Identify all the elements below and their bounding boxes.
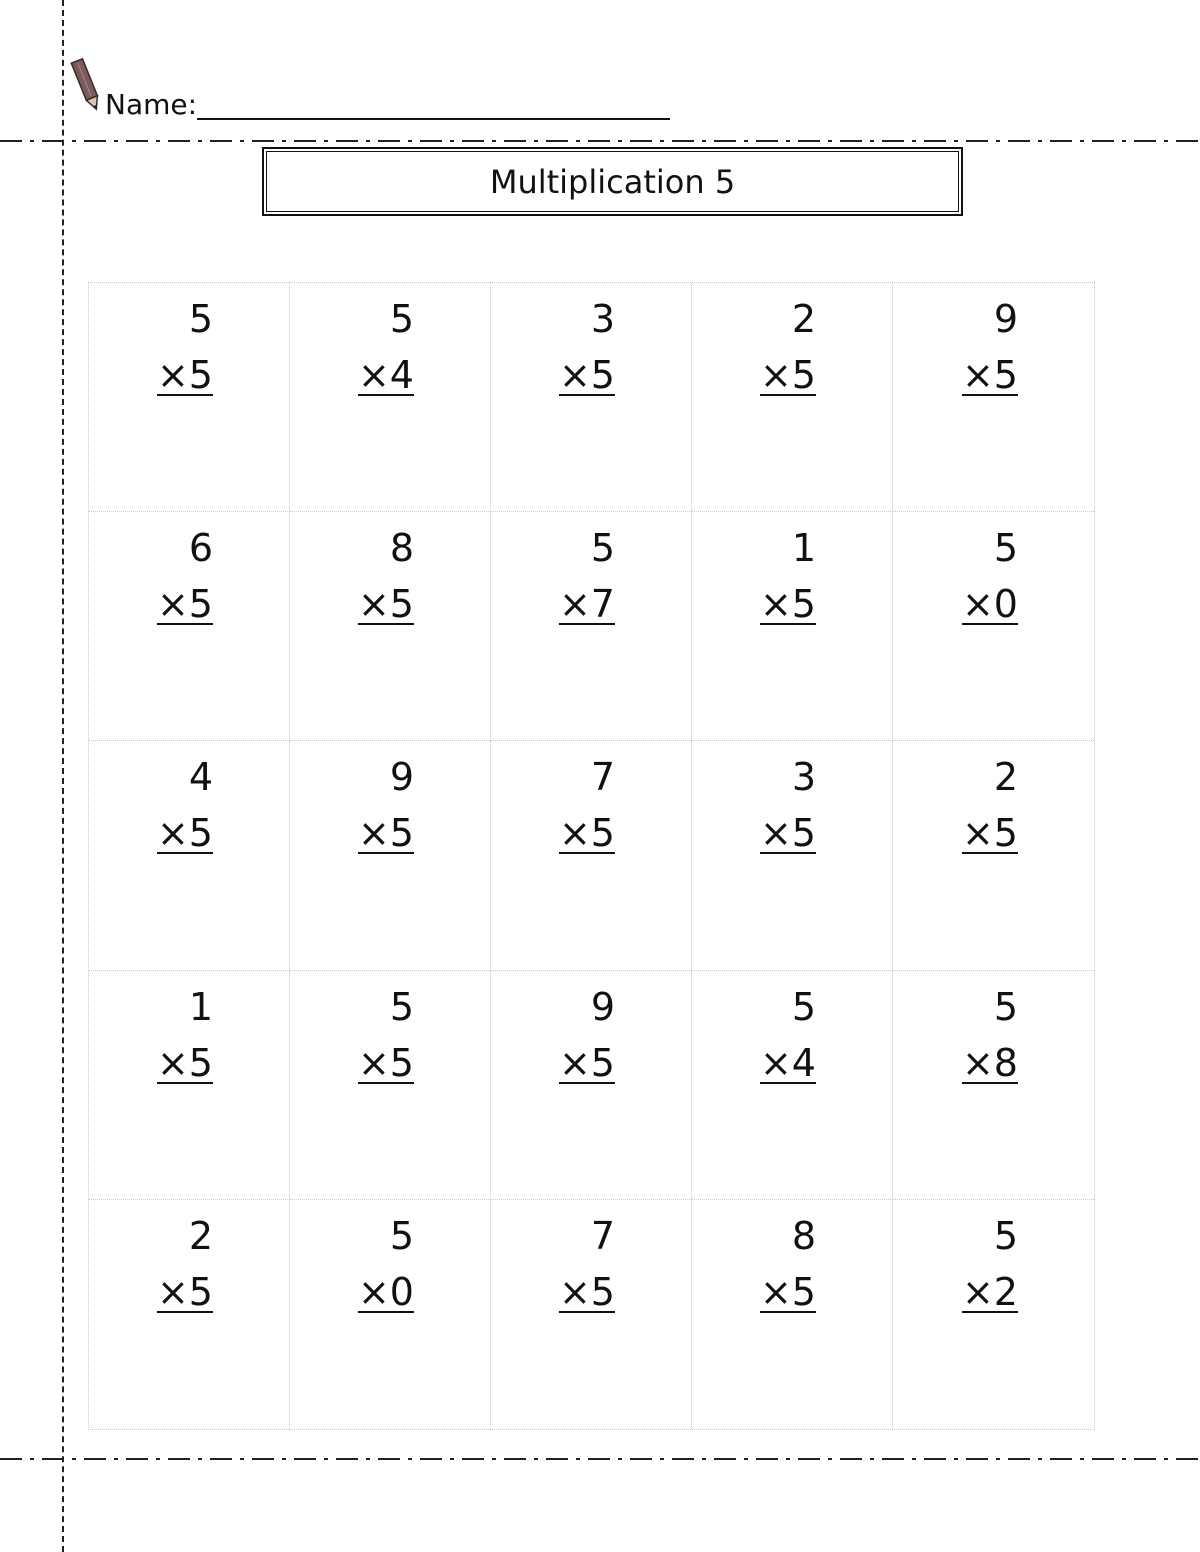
bottom-factor: ×2 [961,1269,1018,1314]
pencil-icon [70,55,104,117]
problem-cell[interactable] [89,1200,290,1429]
top-number: 8 [389,526,414,571]
problem-cell[interactable] [491,741,692,970]
problem-cell[interactable] [692,283,893,512]
bottom-factor: ×5 [961,353,1018,397]
bottom-factor: ×0 [357,1269,414,1314]
top-number: 5 [389,984,414,1029]
problem-cell[interactable] [491,283,692,512]
bottom-factor: ×5 [156,811,213,856]
problem-cell[interactable] [893,741,1094,970]
problem-cell[interactable] [692,971,893,1200]
top-number: 3 [590,297,615,341]
problem-grid [88,282,1095,1430]
name-label: Name: [105,88,198,121]
bottom-factor: ×5 [156,582,213,627]
top-number: 8 [791,1213,816,1258]
bottom-factor: ×5 [357,811,414,856]
problem-cell[interactable] [290,741,491,970]
worksheet-title: Multiplication 5 [489,163,736,201]
top-number: 3 [791,755,816,800]
problem-cell[interactable] [893,971,1094,1200]
top-number: 7 [590,1213,615,1258]
problem-cell[interactable] [893,512,1094,741]
problem-cell[interactable] [89,741,290,970]
bottom-factor: ×5 [156,353,213,397]
top-number: 5 [791,984,816,1029]
bottom-factor: ×5 [961,811,1018,856]
bottom-factor: ×8 [961,1040,1018,1085]
problem-cell[interactable] [89,512,290,741]
top-number: 5 [389,297,414,341]
bottom-factor: ×4 [759,1040,816,1085]
bottom-factor: ×5 [156,1269,213,1314]
problem-cell[interactable] [893,1200,1094,1429]
bottom-factor: ×5 [759,353,816,397]
name-row [70,55,690,125]
bottom-factor: ×7 [558,582,615,627]
top-number: 1 [791,526,816,571]
bottom-factor: ×5 [558,811,615,856]
top-number: 2 [188,1213,213,1258]
problem-cell[interactable] [491,512,692,741]
top-number: 4 [188,755,213,800]
top-number: 5 [993,984,1018,1029]
top-number: 9 [993,297,1018,341]
problem-cell[interactable] [290,1200,491,1429]
bottom-factor: ×5 [558,1269,615,1314]
top-number: 9 [590,984,615,1029]
name-blank-line[interactable] [197,118,670,120]
bottom-factor: ×5 [156,1040,213,1085]
problem-cell[interactable] [491,1200,692,1429]
bottom-factor: ×5 [759,1269,816,1314]
bottom-factor: ×5 [759,582,816,627]
top-number: 9 [389,755,414,800]
bottom-factor: ×4 [357,353,414,397]
top-number: 5 [389,1213,414,1258]
bottom-factor: ×5 [558,1040,615,1085]
problem-cell[interactable] [692,512,893,741]
problem-cell[interactable] [89,971,290,1200]
problem-cell[interactable] [290,283,491,512]
top-number: 2 [993,755,1018,800]
top-number: 6 [188,526,213,571]
bottom-factor: ×5 [759,811,816,856]
problem-cell[interactable] [290,512,491,741]
title-box [262,147,963,216]
top-number: 5 [188,297,213,341]
horizontal-cut-line-top [0,140,1200,142]
top-number: 1 [188,984,213,1029]
vertical-cut-line [62,0,64,1552]
top-number: 7 [590,755,615,800]
problem-cell[interactable] [692,741,893,970]
problem-cell[interactable] [692,1200,893,1429]
bottom-factor: ×5 [357,582,414,627]
top-number: 2 [791,297,816,341]
horizontal-cut-line-bottom [0,1458,1200,1460]
bottom-factor: ×5 [558,353,615,397]
problem-cell[interactable] [491,971,692,1200]
bottom-factor: ×5 [357,1040,414,1085]
top-number: 5 [993,526,1018,571]
problem-cell[interactable] [89,283,290,512]
problem-cell[interactable] [893,283,1094,512]
problem-cell[interactable] [290,971,491,1200]
top-number: 5 [993,1213,1018,1258]
top-number: 5 [590,526,615,571]
bottom-factor: ×0 [961,582,1018,627]
